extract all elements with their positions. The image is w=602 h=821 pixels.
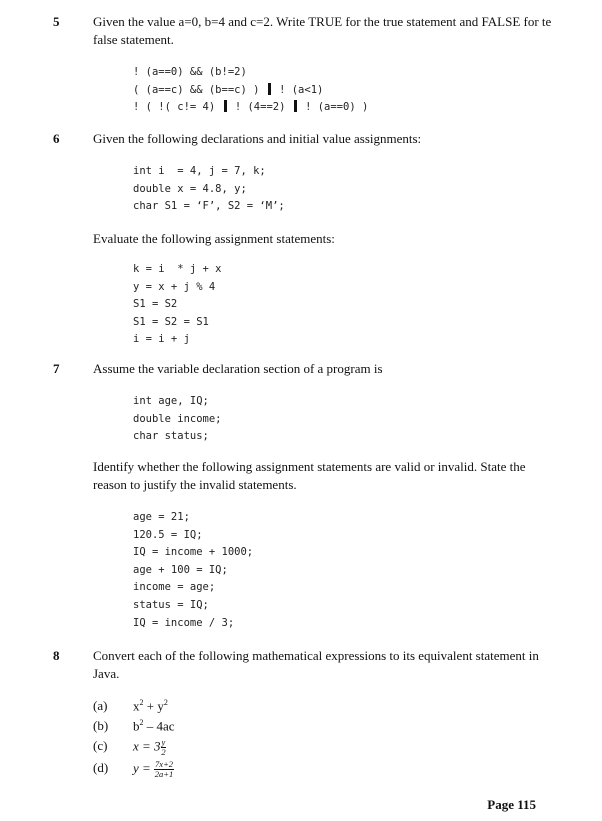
q6-statements	[133, 261, 222, 349]
code-line: double x = 4.8, y;	[133, 182, 247, 195]
question-number-5: 5	[53, 14, 60, 29]
expression-label: (a)	[93, 698, 108, 714]
question-8-text: Convert each of the following mathematical expressions to its equivalent statement in Java.	[93, 648, 539, 681]
expression-label: (b)	[93, 718, 109, 734]
code-line: k = i * j + x	[133, 263, 222, 275]
code-line: double income;	[133, 412, 222, 425]
question-7-text-2: Identify whether the following assignment statements are valid or invalid. State the reason to justify the invalid statements.	[93, 459, 526, 492]
code-line: age + 100 = IQ;	[133, 563, 228, 576]
q5-line-1: ! (a==0) && (b!=2)	[133, 66, 247, 78]
question-6-text-2: Evaluate the following assignment statements:	[93, 231, 335, 246]
expr-text: x	[133, 698, 140, 714]
expression-b	[93, 718, 175, 734]
expr-text: y =	[133, 760, 155, 776]
code-line: y = x + j % 4	[133, 280, 216, 293]
q7-statements	[133, 509, 253, 632]
or-operator-bar	[294, 100, 297, 112]
code-line: S1 = S2 = S1	[133, 315, 209, 328]
code-line: int age, IQ;	[133, 395, 209, 407]
exponent: 2	[139, 698, 144, 707]
code-line: S1 = S2	[133, 298, 178, 311]
code-line: income = age;	[133, 581, 216, 594]
q5-line-3-part-a: ! ( !( c!= 4)	[133, 101, 216, 114]
q5-line-2-part-a: ( (a==c) && (b==c) )	[133, 83, 260, 96]
expr-text: – 4ac	[143, 718, 175, 734]
or-operator-bar	[268, 83, 271, 95]
q5-expressions	[133, 64, 368, 117]
code-line: int i = 4, j = 7, k;	[133, 165, 266, 177]
expression-a	[93, 698, 168, 714]
q5-line-3	[133, 99, 368, 117]
code-line: status = IQ;	[133, 598, 209, 611]
code-line: i = i + j	[133, 333, 190, 346]
fraction-numerator: 7x+2	[155, 759, 174, 769]
expr-text: x = 3	[133, 738, 161, 754]
question-5-text: Given the value a=0, b=4 and c=2. Write TRUE for the true statement and FALSE for te false statement.	[93, 14, 552, 47]
expression-c	[93, 738, 166, 757]
fraction	[154, 760, 174, 779]
code-line: IQ = income + 1000;	[133, 546, 254, 559]
question-number-8: 8	[53, 648, 60, 663]
expr-text: + y	[143, 698, 164, 714]
q5-line-3-part-b: ! (4==2)	[234, 101, 286, 114]
code-line: age = 21;	[133, 511, 190, 523]
q5-line-2	[133, 82, 368, 100]
exponent: 2	[163, 698, 168, 707]
expression-label: (c)	[93, 738, 108, 754]
q5-line-3-part-c: ! (a==0) )	[305, 101, 369, 114]
exponent: 2	[139, 718, 144, 727]
question-6-text: Given the following declarations and initial value assignments:	[93, 131, 422, 146]
q6-declarations	[133, 163, 285, 216]
question-number-6: 6	[53, 131, 60, 146]
q7-declarations	[133, 393, 222, 446]
expr-text: b	[133, 718, 140, 734]
code-line: char S1 = ‘F’, S2 = ‘M’;	[133, 200, 285, 213]
fraction	[161, 738, 167, 757]
code-line: IQ = income / 3;	[133, 616, 235, 629]
fraction-numerator: y	[161, 737, 166, 747]
code-line: char status;	[133, 430, 209, 443]
fraction-denominator: 2a+1	[154, 769, 174, 779]
or-operator-bar	[224, 100, 227, 112]
fraction-denominator: 2	[161, 747, 166, 757]
question-7-text: Assume the variable declaration section of a program is	[93, 361, 383, 376]
code-line: 120.5 = IQ;	[133, 528, 203, 541]
expression-label: (d)	[93, 760, 109, 776]
question-number-7: 7	[53, 361, 60, 376]
page-number: Page 115	[487, 797, 536, 812]
q5-line-2-part-b: ! (a<1)	[279, 83, 324, 96]
expression-d	[93, 760, 174, 779]
